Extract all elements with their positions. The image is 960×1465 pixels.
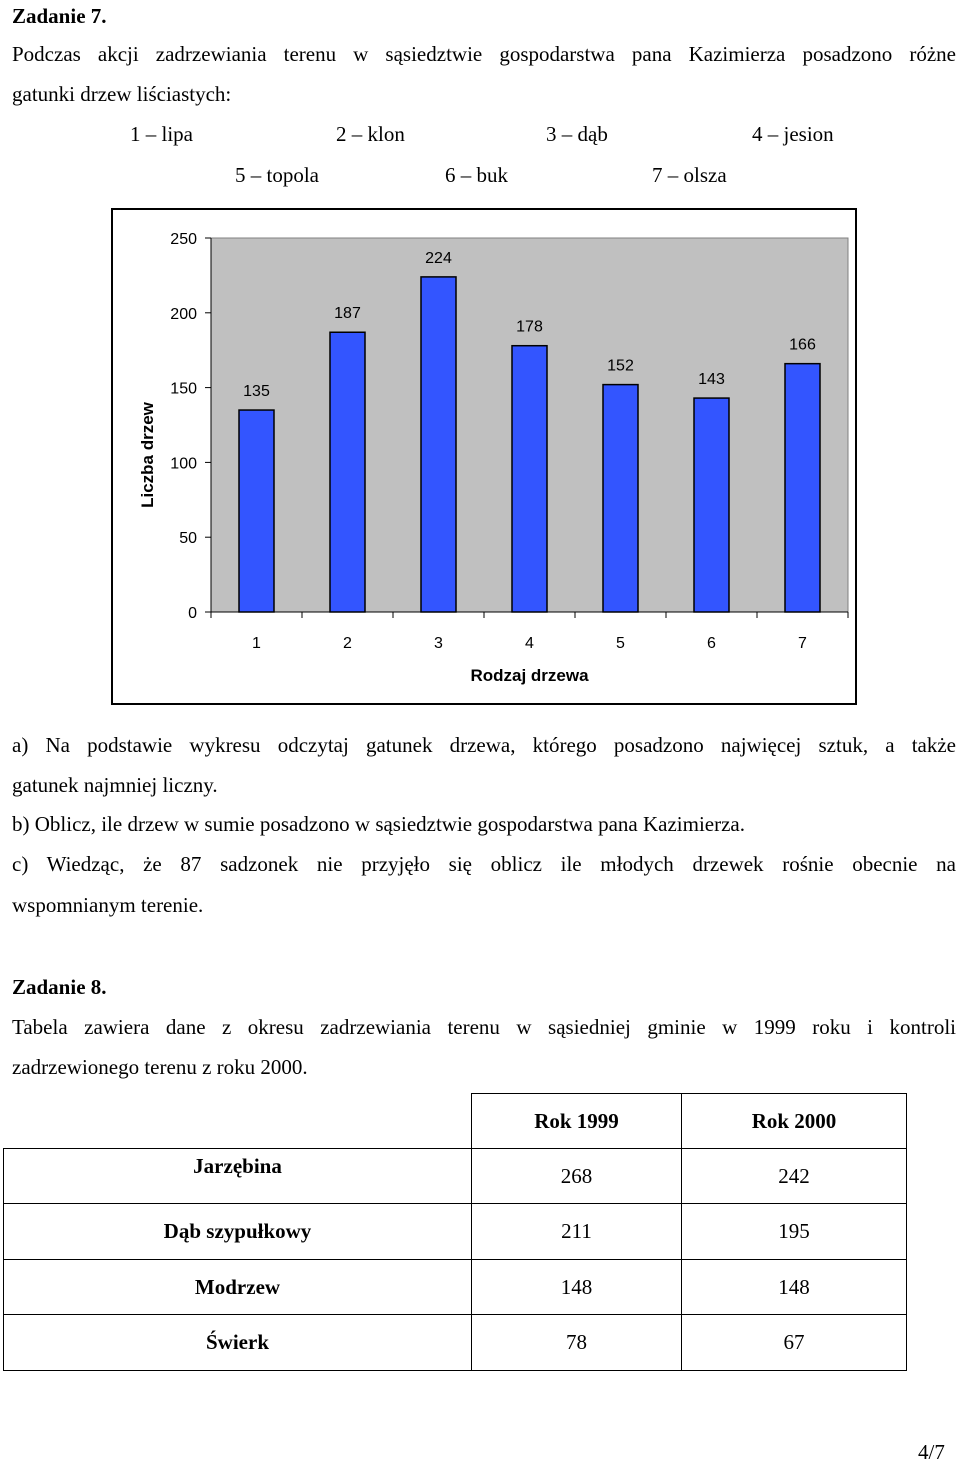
data-label: 143	[698, 371, 725, 389]
question-c-line1: c) Wiedząc, że 87 sadzonek nie przyjęło się oblicz ile młodych drzewek rośnie obecnie na	[12, 852, 956, 876]
page-number: 4/7	[918, 1440, 945, 1464]
x-tick-label: 2	[343, 635, 352, 652]
y-tick-label: 200	[170, 305, 197, 323]
species-item: 4 – jesion	[752, 122, 834, 146]
table-header-cell: Rok 1999	[471, 1093, 682, 1149]
data-label: 135	[243, 383, 270, 401]
task8-intro-line2: zadrzewionego terenu z roku 2000.	[12, 1055, 308, 1079]
bar-6	[694, 398, 729, 612]
question-c-line2: wspomnianym terenie.	[12, 893, 204, 917]
task8-intro-line1: Tabela zawiera dane z okresu zadrzewiania terenu w sąsiedniej gminie w 1999 roku i kontroli	[12, 1015, 956, 1039]
question-b: b) Oblicz, ile drzew w sumie posadzono w sąsiedztwie gospodarstwa pana Kazimierza.	[12, 812, 746, 836]
bar-4	[512, 346, 547, 612]
data-label: 178	[516, 318, 543, 336]
species-item: 5 – topola	[235, 163, 319, 187]
question-a-line2: gatunek najmniej liczny.	[12, 773, 218, 797]
table-row-label: Jarzębina	[3, 1148, 472, 1204]
table-cell: 67	[681, 1314, 907, 1371]
table-row-label: Świerk	[3, 1314, 472, 1371]
species-item: 3 – dąb	[546, 122, 608, 146]
bar-3	[421, 277, 456, 612]
table-cell: 242	[681, 1148, 907, 1204]
data-label: 224	[425, 249, 452, 267]
task7-intro-line1: Podczas akcji zadrzewiania terenu w sąsiedztwie gospodarstwa pana Kazimierza posadzono różne	[12, 42, 956, 66]
y-tick-label: 0	[188, 605, 197, 622]
table-row-label: Dąb szypułkowy	[3, 1203, 472, 1260]
y-tick-label: 150	[170, 380, 197, 398]
task7-intro-line2: gatunki drzew liściastych:	[12, 82, 232, 106]
data-label: 166	[789, 336, 816, 354]
x-tick-label: 6	[707, 635, 716, 652]
bar-chart-svg	[113, 210, 855, 703]
table-cell: 268	[471, 1148, 682, 1204]
species-item: 1 – lipa	[130, 122, 193, 146]
task8-heading: Zadanie 8.	[12, 975, 107, 999]
data-label: 152	[607, 357, 634, 375]
bar-5	[603, 385, 638, 612]
data-label: 187	[334, 305, 361, 323]
x-tick-label: 4	[525, 635, 534, 652]
x-axis-label: Rodzaj drzewa	[470, 666, 589, 685]
y-tick-label: 250	[170, 231, 197, 248]
x-tick-label: 3	[434, 635, 443, 652]
x-tick-label: 5	[616, 635, 625, 652]
x-tick-label: 1	[252, 635, 261, 652]
species-item: 2 – klon	[336, 122, 405, 146]
bar-1	[239, 410, 274, 612]
question-a-line1: a) Na podstawie wykresu odczytaj gatunek drzewa, którego posadzono najwięcej sztuk, a także	[12, 733, 956, 757]
table-cell: 78	[471, 1314, 682, 1371]
bar-7	[785, 364, 820, 612]
bar-chart	[111, 208, 857, 705]
x-tick-label: 7	[798, 635, 807, 652]
task7-heading: Zadanie 7.	[12, 4, 107, 28]
y-axis-label: Liczba drzew	[138, 402, 157, 508]
species-item: 6 – buk	[445, 163, 508, 187]
table-header-cell: Rok 2000	[681, 1093, 907, 1149]
table-cell: 211	[471, 1203, 682, 1260]
table-cell: 148	[681, 1259, 907, 1315]
table-cell: 195	[681, 1203, 907, 1260]
y-tick-label: 100	[170, 455, 197, 473]
bar-2	[330, 332, 365, 612]
table-cell: 148	[471, 1259, 682, 1315]
species-item: 7 – olsza	[652, 163, 727, 187]
y-tick-label: 50	[179, 530, 197, 548]
table-row-label: Modrzew	[3, 1259, 472, 1315]
